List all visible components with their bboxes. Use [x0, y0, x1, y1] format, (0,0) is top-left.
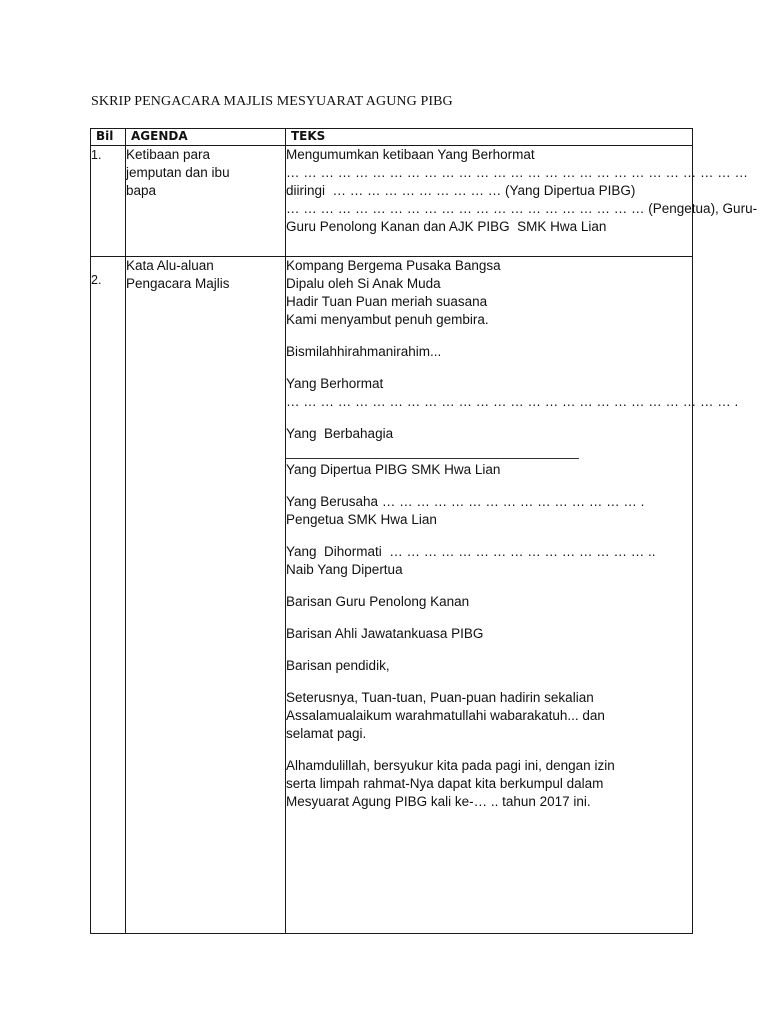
table-header-row [91, 129, 693, 146]
teks-line: Barisan pendidik, [286, 658, 390, 673]
agenda-cell [126, 146, 286, 257]
teks-paragraph [286, 343, 692, 361]
teks-line: Hadir Tuan Puan meriah suasana [286, 294, 488, 309]
teks-line: Assalamualaikum warahmatullahi wabarakatuh... dan [286, 708, 605, 723]
teks-paragraph [286, 689, 692, 743]
teks-paragraph [286, 543, 692, 579]
teks-paragraph [286, 657, 692, 675]
row-number: 1. [91, 146, 126, 257]
teks-line: Guru Penolong Kanan dan AJK PIBG SMK Hwa Lian [286, 219, 607, 234]
table-row [91, 146, 693, 257]
agenda-table [90, 128, 758, 934]
document-title: SKRIP PENGACARA MAJLIS MESYUARAT AGUNG PIBG [91, 94, 453, 109]
header-teks: TEKS [286, 129, 693, 146]
teks-line: Naib Yang Dipertua [286, 562, 403, 577]
teks-line: Alhamdulillah, bersyukur kita pada pagi ini, dengan izin [286, 758, 615, 773]
teks-line: Yang Dipertua PIBG SMK Hwa Lian [286, 462, 501, 477]
agenda-line: Pengacara Majlis [126, 276, 230, 291]
teks-paragraph [286, 257, 692, 329]
teks-line: Pengetua SMK Hwa Lian [286, 512, 437, 527]
teks-paragraph [286, 625, 692, 643]
header-bil: Bil [91, 129, 126, 146]
teks-line: Yang Berbahagia [286, 426, 394, 441]
agenda-line: bapa [126, 183, 157, 198]
header-agenda: AGENDA [126, 129, 286, 146]
teks-line: Mengumumkan ketibaan Yang Berhormat [286, 147, 535, 162]
teks-line: Yang Berusaha … … … … … … … … … … … … … … … . [286, 494, 645, 509]
teks-line: serta limpah rahmat-Nya dapat kita berkumpul dalam [286, 776, 604, 791]
teks-line: … … … … … … … … … … … … … … … … … … … … … … … … … … . [286, 394, 739, 409]
teks-line: Yang Dihormati … … … … … … … … … … … … … … … .. [286, 544, 656, 559]
agenda-line: jemputan dan ibu [126, 165, 230, 180]
agenda-line: Ketibaan para [126, 147, 211, 162]
teks-line: Bismilahhirahmanirahim... [286, 344, 442, 359]
teks-paragraph [286, 425, 692, 479]
teks-line: Yang Berhormat [286, 376, 384, 391]
teks-line: Barisan Guru Penolong Kanan [286, 594, 470, 609]
teks-line: Barisan Ahli Jawatankuasa PIBG [286, 626, 484, 641]
teks-line: _______________________________________ [286, 444, 579, 459]
teks-paragraph [286, 593, 692, 611]
teks-line: Kami menyambut penuh gembira. [286, 312, 489, 327]
agenda-cell [126, 257, 286, 934]
teks-cell [286, 146, 758, 257]
teks-line: selamat pagi. [286, 726, 367, 741]
teks-line: … … … … … … … … … … … … … … … … … … … … … … … … … … … [286, 165, 749, 180]
teks-paragraph [286, 375, 739, 411]
teks-line: Seterusnya, Tuan-tuan, Puan-puan hadirin sekalian [286, 690, 594, 705]
teks-line: diiringi … … … … … … … … … … (Yang Dipertua PIBG) [286, 183, 636, 198]
teks-line: … … … … … … … … … … … … … … … … … … … … … (Pengetua), Guru- [286, 201, 758, 216]
teks-line: Mesyuarat Agung PIBG kali ke-… .. tahun 2017 ini. [286, 794, 591, 809]
table-row [91, 257, 693, 934]
teks-paragraph [286, 146, 758, 236]
teks-paragraph [286, 493, 692, 529]
teks-cell [286, 257, 739, 934]
teks-line: Dipalu oleh Si Anak Muda [286, 276, 441, 291]
agenda-line: Kata Alu-aluan [126, 258, 214, 273]
teks-paragraph [286, 757, 692, 811]
row-number: 2. [91, 257, 126, 934]
teks-line: Kompang Bergema Pusaka Bangsa [286, 258, 501, 273]
